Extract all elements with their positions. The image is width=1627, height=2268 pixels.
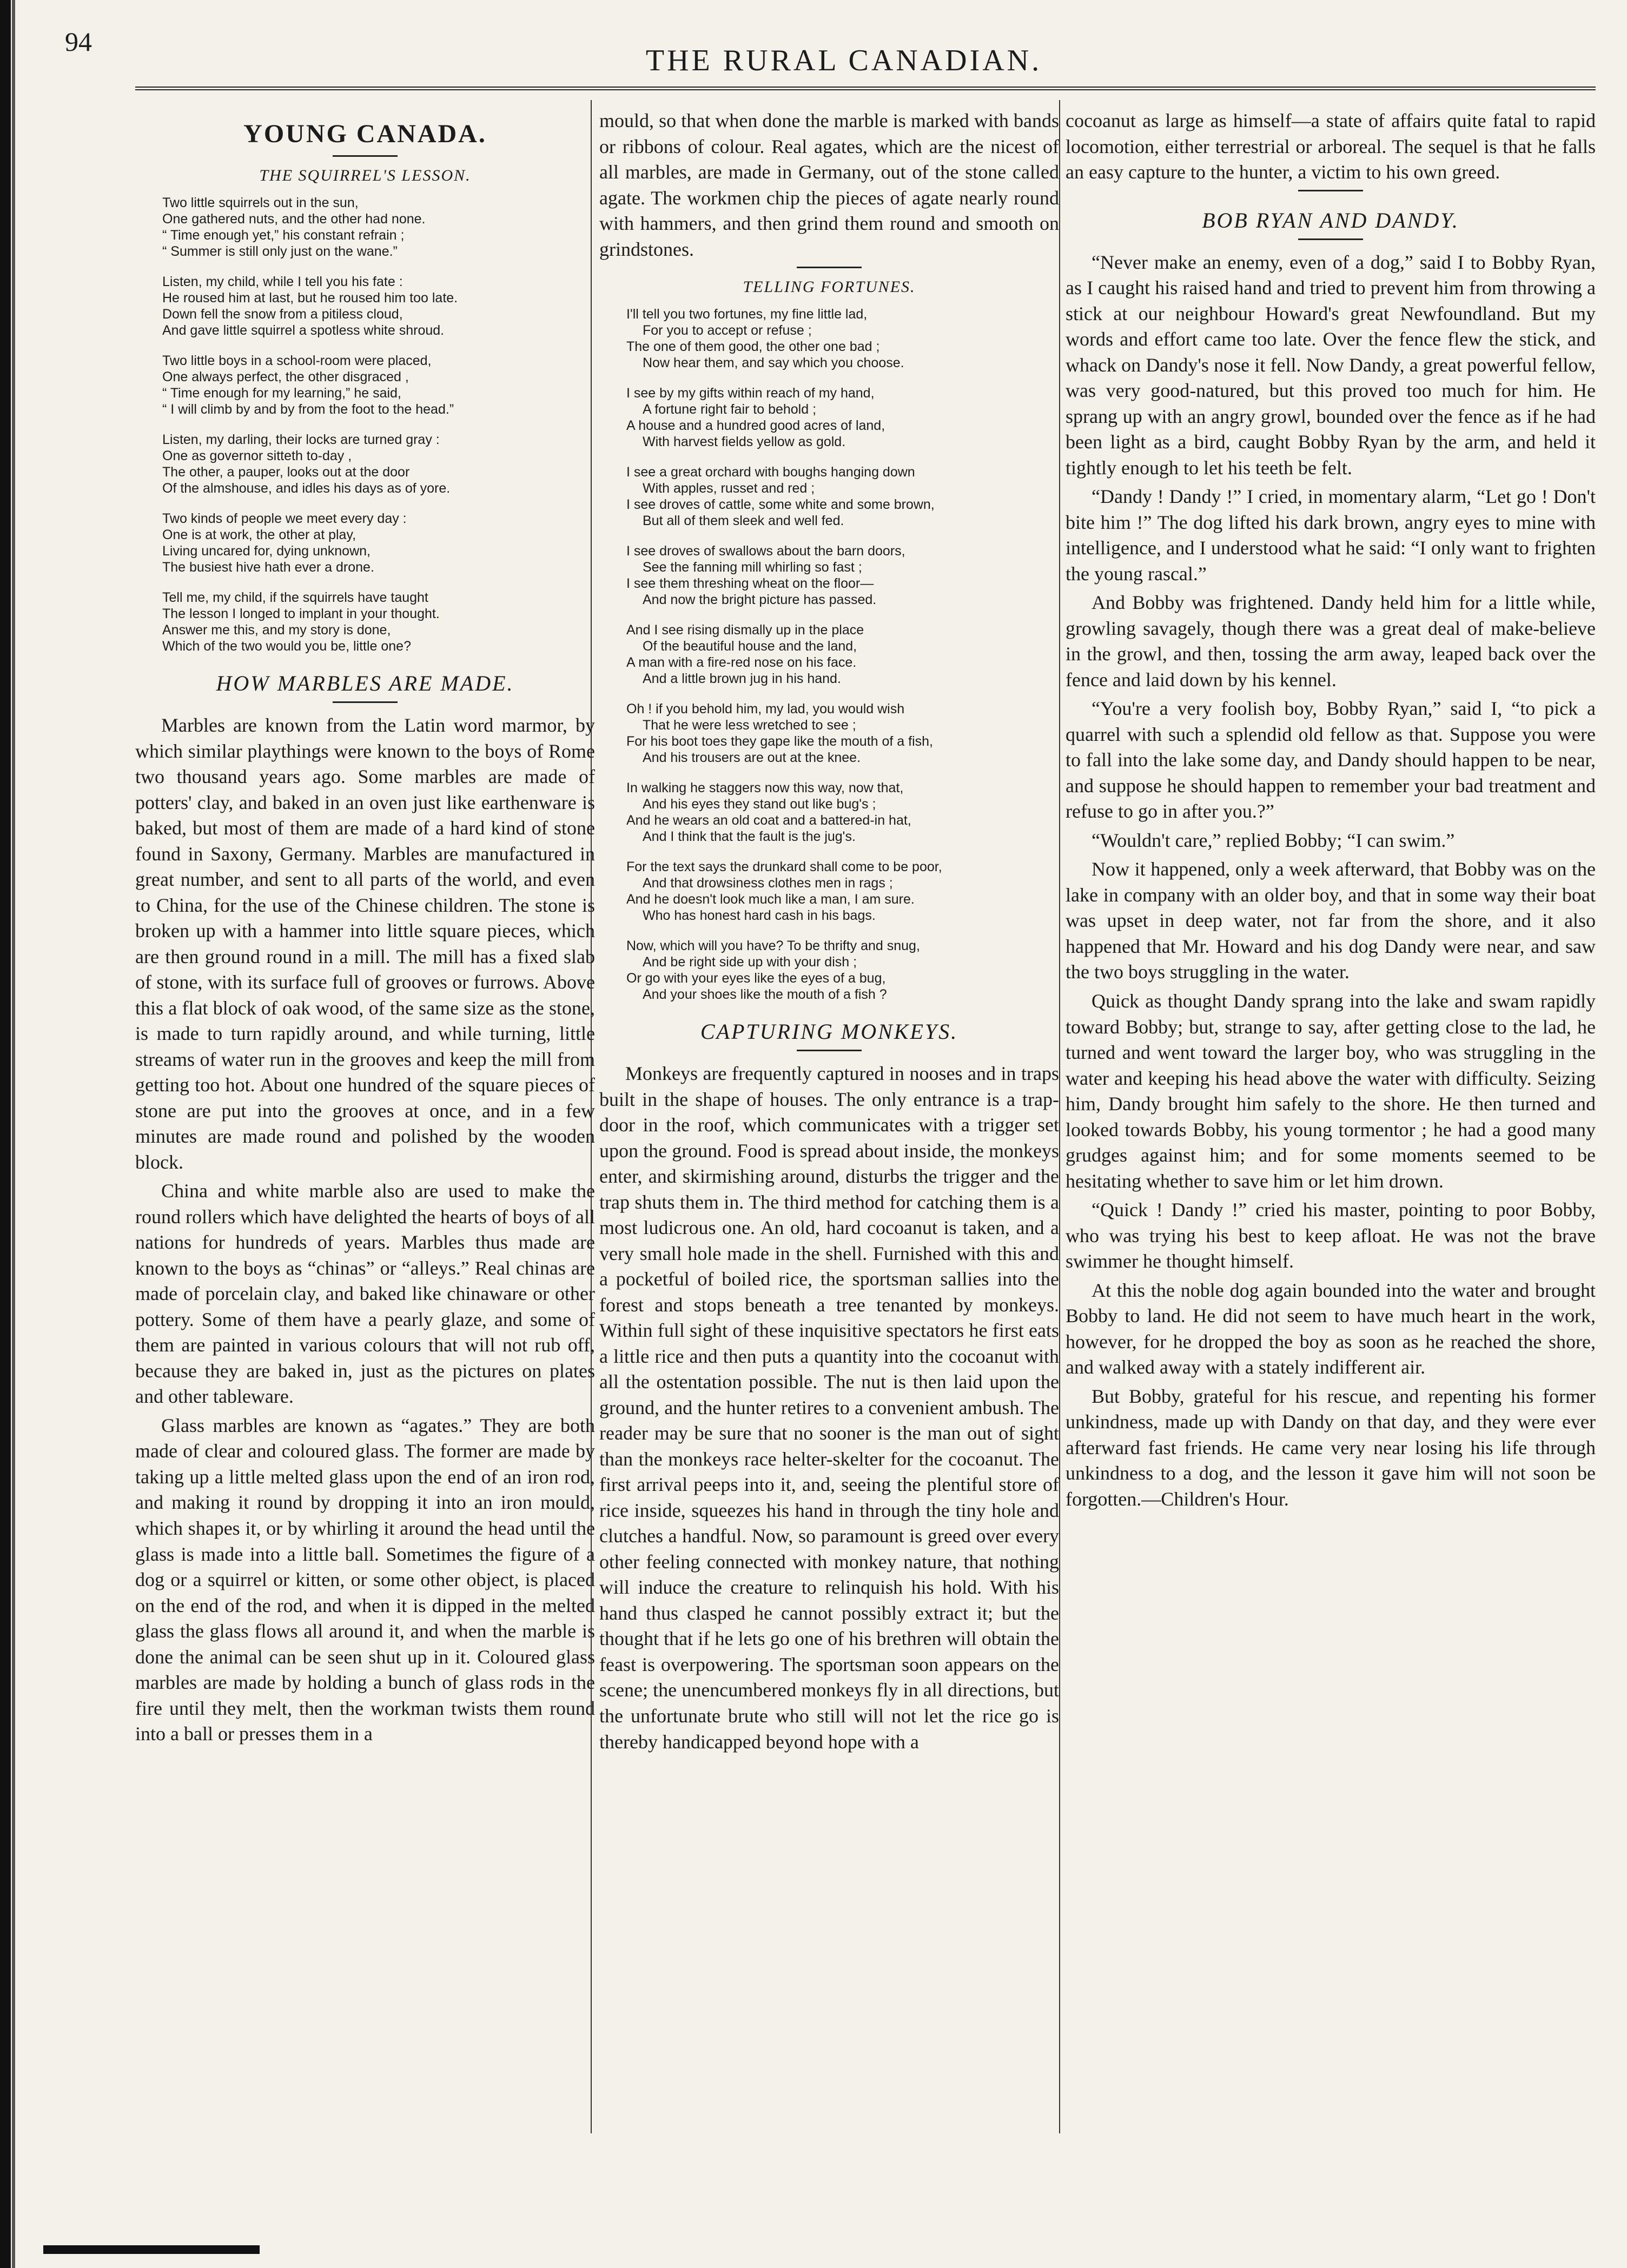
poem-line: And your shoes like the mouth of a fish ? [643, 987, 887, 1003]
poem-line: Two little boys in a school-room were placed, [162, 353, 432, 368]
poem-line: A man with a fire-red nose on his face. [626, 655, 857, 671]
page-header [97, 22, 1590, 97]
poem-line: “ Time enough yet,” his constant refrain ; [162, 228, 405, 243]
poem-line: And be right side up with your dish ; [643, 954, 857, 970]
poem-line: And now the bright picture has passed. [643, 592, 877, 608]
poem-line: And I think that the fault is the jug's. [643, 829, 856, 845]
poem-line: In walking he staggers now this way, now that, [626, 780, 904, 796]
poem [135, 195, 595, 654]
paragraph: “Quick ! Dandy !” cried his master, pointing to poor Bobby, who was trying his best to keep afloat. He was not the brave swimmer he thought himself. [1066, 1199, 1596, 1272]
poem-line: The one of them good, the other one bad ; [626, 339, 880, 355]
article-body [599, 1061, 1059, 1755]
poem-line: I see droves of cattle, some white and some brown, [626, 497, 935, 513]
rule [797, 267, 862, 268]
poem-line: And he wears an old coat and a battered-in hat, [626, 813, 911, 828]
poem-line: Two little squirrels out in the sun, [162, 195, 359, 210]
stanza [626, 306, 1059, 371]
poem-line: Down fell the snow from a pitiless cloud, [162, 307, 403, 322]
rule [1298, 238, 1363, 240]
poem-line: “ Time enough for my learning,” he said, [162, 386, 401, 401]
poem-line: For his boot toes they gape like the mouth of a fish, [626, 734, 933, 750]
article-body [1066, 250, 1596, 1513]
poem-line: Which of the two would you be, little one? [162, 639, 411, 654]
footer-scan-mark [43, 2245, 260, 2254]
poem-line: And a little brown jug in his hand. [643, 671, 841, 687]
continued-paragraph: mould, so that when done the marble is marked with bands or ribbons of colour. Real agates, which are the nicest of all marbles, are made in Germany, out of the stone called agate. The workmen chip the pieces of agate nearly round with hammers, and then grind them round and smooth on grindstones. [599, 110, 1059, 260]
poem-line: Listen, my child, while I tell you his fate : [162, 274, 403, 289]
paragraph: At this the noble dog again bounded into the water and brought Bobby to land. He did not seem to have much heart in the work, however, for he dropped the boy as soon as he reached the shore, and walked away with a stately indifferent air. [1066, 1279, 1596, 1378]
stanza [626, 622, 1059, 687]
page-number: 94 [65, 26, 92, 57]
paragraph: China and white marble also are used to make the round rollers which have delighted the hearts of boys of all nations for hundreds of years. Marbles thus made are known to the boys as “chinas” or “alleys.” Real chinas are made of porcelain clay, and baked like chinaware or other pottery. Some of them have a pearly glaze, and some of them are painted in various colours that will not rub off, because they are baked in, just as the pictures on plates and other tableware. [135, 1180, 595, 1408]
stanza [162, 432, 595, 496]
paragraph: Now it happened, only a week afterward, that Bobby was on the lake in company with an older boy, and that in some way their boat was upset in deep water, not far from the shore, and it also happened that Mr. Howard and his dog Dandy were near, and saw the two boys struggling in the water. [1066, 858, 1596, 983]
paragraph: Marbles are known from the Latin word marmor, by which similar playthings were known to the boys of Rome two thousand years ago. Some marbles are made of potters' clay, and baked in an oven just like earthenware is baked, but most of them are made of a hard kind of stone found in Saxony, Germany. Marbles are manufactured in great number, and sent to all parts of the world, and even to China, for the use of the Chinese children. The stone is broken up with a hammer into little square pieces, which are then ground round in a mill. The mill has a fixed slab of stone, with its surface full of grooves or furrows. Above this a flat block of oak wood, of the same size as the stone, is made to turn rapidly around, and while turning, little streams of water run in the grooves and keep the mill from getting too hot. About one hundred of the square pieces of stone are put into the grooves at once, and in a few minutes are made round and polished by the wooden block. [135, 714, 595, 1173]
article-body [135, 713, 595, 1747]
poem-line: But all of them sleek and well fed. [643, 513, 844, 529]
poem-line: I see by my gifts within reach of my hand, [626, 386, 875, 401]
poem-line: A house and a hundred good acres of land, [626, 418, 885, 434]
poem-line: I'll tell you two fortunes, my fine little lad, [626, 307, 868, 322]
poem-title: TELLING FORTUNES. [743, 278, 916, 296]
article-title: HOW MARBLES ARE MADE. [216, 671, 514, 695]
column-divider-2 [1059, 100, 1060, 2133]
poem-line: With apples, russet and red ; [643, 481, 815, 496]
poem-line: Now, which will you have? To be thrifty and snug, [626, 938, 920, 954]
paragraph: “Never make an enemy, even of a dog,” said I to Bobby Ryan, as I caught his raised hand and tried to prevent him from throwing a stick at our neighbour Howard's great Newfoundland. But my words and effort came too late. Over the fence flew the stick, and whack on Dandy's nose it fell. Now Dandy, a great powerful fellow, was very good-natured, but this proved too much for him. He sprang up with an angry growl, bounded over the fence as if he had been light as a bird, caught Bobby Ryan by the arm, and held it tightly enough to let his teeth be felt. [1066, 251, 1596, 479]
article-title: BOB RYAN AND DANDY. [1202, 208, 1459, 233]
stanza [626, 543, 1059, 608]
rule [1298, 190, 1363, 191]
stanza [162, 510, 595, 575]
stanza [626, 464, 1059, 529]
stanza [626, 385, 1059, 450]
poem-line: The other, a pauper, looks out at the door [162, 465, 410, 480]
poem-line: And he doesn't look much like a man, I am sure. [626, 892, 915, 907]
stanza [162, 589, 595, 654]
poem-line: Of the beautiful house and the land, [643, 639, 857, 654]
poem [599, 306, 1059, 1003]
poem-line: And that drowsiness clothes men in rags ; [643, 876, 893, 891]
paragraph: “Dandy ! Dandy !” I cried, in momentary alarm, “Let go ! Don't bite him !” The dog lifted his dark brown, angry eyes to mine with intelligence, and I understood what he said: “I only want to frighten the young rascal.” [1066, 486, 1596, 585]
stanza [626, 938, 1059, 1003]
poem-line: One as governor sitteth to-day , [162, 448, 352, 463]
binding-edge [0, 0, 11, 2268]
poem-line: I see them threshing wheat on the floor— [626, 576, 874, 592]
stanza [162, 274, 595, 339]
poem-line: Of the almshouse, and idles his days as of yore. [162, 481, 451, 496]
poem-line: One is at work, the other at play, [162, 527, 356, 542]
poem-line: The busiest hive hath ever a drone. [162, 560, 374, 575]
poem-line: I see droves of swallows about the barn doors, [626, 543, 905, 559]
section-title: YOUNG CANADA. [243, 120, 487, 148]
paragraph: Monkeys are frequently captured in nooses and in traps built in the shape of houses. The only entrance is a trap-door in the roof, which communicates with a trigger set upon the ground. Food is spread about inside, the monkeys enter, and skirmishing around, disturbs the trigger and the trap shuts them in. The third method for catching them is a most ludicrous one. An old, hard cocoanut is taken, and a very small hole made in the shell. Furnished with this and a pocketful of boiled rice, the sportsman sallies into the forest and stops beneath a tree tenanted by monkeys. Within full sight of these inquisitive spectators he first eats a little rice and then puts a quantity into the cocoanut with all the ostentation possible. The nut is then laid upon the ground, and the hunter retires to a convenient ambush. The reader may be sure that no sooner is the man out of sight than the monkeys race helter-skelter for the cocoanut. The first arrival peeps into it, and, seeing the plentiful store of rice inside, squeezes his hand in through the tiny hole and clutches a handful. Now, so paramount is greed over every other feeling connected with monkey nature, that nothing will induce the creature to relinquish his hold. With his hand thus clasped he cannot possibly extract it; but the thought that if he lets go one of his brethren will obtain the feast is overpowering. The sportsman soon appears on the scene; the unencumbered monkeys fly in all directions, but the unfortunate brute who still will not let the rice go is thereby handicapped beyond hope with a [599, 1063, 1059, 1753]
binding-edge-shadow [12, 0, 15, 2268]
poem-line: Listen, my darling, their locks are turned gray : [162, 432, 440, 447]
rule [333, 701, 398, 703]
poem-line: “ I will climb by and by from the foot to the head.” [162, 402, 454, 417]
poem-line: Tell me, my child, if the squirrels have taught [162, 590, 428, 605]
paragraph: Quick as thought Dandy sprang into the lake and swam rapidly toward Bobby; but, strange to say, after getting close to the lad, he turned and went toward the larger boy, who was struggling in the water and keeping his head above the water with difficulty. Seizing him, Dandy brought him safely to the shore. He then turned and looked towards Bobby, his young tormentor ; he had a good many grudges against him; and for some moments seemed to be hesitating whether to save him or let him drown. [1066, 990, 1596, 1192]
poem-line: He roused him at last, but he roused him too late. [162, 290, 458, 306]
rule [797, 1050, 862, 1051]
column-3 [1066, 108, 1596, 2141]
poem-line: A fortune right fair to behold ; [643, 402, 817, 417]
newspaper-title: THE RURAL CANADIAN. [645, 44, 1042, 77]
stanza [626, 859, 1059, 924]
paragraph: “You're a very foolish boy, Bobby Ryan,” said I, “to pick a quarrel with such a splendid old fellow as that. Suppose you were to fall into the lake some day, and Dandy should happen to be near, and suppose he should happen to remember your bad treatment and refuse to go in after you.?” [1066, 698, 1596, 823]
poem-line: For you to accept or refuse ; [643, 323, 812, 339]
column-1 [135, 108, 595, 2141]
poem-line: See the fanning mill whirling so fast ; [643, 560, 862, 575]
article-title: CAPTURING MONKEYS. [700, 1019, 958, 1044]
paragraph: “Wouldn't care,” replied Bobby; “I can swim.” [1092, 829, 1455, 851]
stanza [626, 701, 1059, 766]
poem-line: Who has honest hard cash in his bags. [643, 908, 876, 924]
paragraph: And Bobby was frightened. Dandy held him for a little while, growling savagely, though there was a great deal of make-believe in the growl, and then, tossing the arm away, leaped back over the fence and laid down by his kennel. [1066, 592, 1596, 691]
stanza [162, 195, 595, 260]
column-2 [599, 108, 1059, 2141]
poem-line: Or go with your eyes like the eyes of a bug, [626, 971, 886, 986]
paragraph: Glass marbles are known as “agates.” They are both made of clear and coloured glass. The former are made by taking up a little melted glass upon the end of an iron rod, and making it round by dropping it into an iron mould, which shapes it, or by whirling it around the head until the glass is made into a little ball. Sometimes the figure of a dog or a squirrel or kitten, or some other object, is placed on the end of the rod, and when it is dipped in the melted glass the glass flows all around it, and when the marble is done the animal can be seen shut up in it. Coloured glass marbles are made by holding a bunch of glass rods in the fire until they melt, then the workman twists them round into a ball or presses them in a [135, 1414, 595, 1745]
poem-line: The lesson I longed to implant in your thought. [162, 606, 440, 621]
poem-line: Now hear them, and say which you choose. [643, 355, 904, 371]
rule [333, 155, 398, 157]
poem-line: With harvest fields yellow as gold. [643, 434, 846, 450]
poem-line: Two kinds of people we meet every day : [162, 511, 407, 526]
poem-line: For the text says the drunkard shall come to be poor, [626, 859, 942, 875]
poem-line: I see a great orchard with boughs hanging down [626, 465, 915, 480]
poem-line: Answer me this, and my story is done, [162, 622, 391, 638]
poem-line: One always perfect, the other disgraced , [162, 369, 409, 384]
paragraph: But Bobby, grateful for his rescue, and repenting his former unkindness, made up with Dandy on that day, and they were ever afterward fast friends. He came very near losing his life through unkindness to a dog, and the lesson it gave him will not soon be forgotten.—Children's Hour. [1066, 1385, 1596, 1510]
poem-line: Living uncared for, dying unknown, [162, 543, 371, 559]
poem-line: And his trousers are out at the knee. [643, 750, 861, 766]
poem-line: One gathered nuts, and the other had none. [162, 211, 426, 227]
poem-line: “ Summer is still only just on the wane.” [162, 244, 398, 259]
stanza [162, 353, 595, 417]
poem-line: And gave little squirrel a spotless white shroud. [162, 323, 445, 338]
poem-title: THE SQUIRREL'S LESSON. [259, 167, 471, 184]
stanza [626, 780, 1059, 845]
poem-line: That he were less wretched to see ; [643, 718, 856, 733]
header-double-rule [135, 87, 1596, 92]
poem-line: And his eyes they stand out like bug's ; [643, 797, 876, 812]
poem-line: Oh ! if you behold him, my lad, you would wish [626, 701, 905, 717]
poem-line: And I see rising dismally up in the place [626, 622, 864, 638]
continued-paragraph: cocoanut as large as himself—a state of affairs quite fatal to rapid locomotion, either terrestrial or arboreal. The sequel is that he falls an easy capture to the hunter, a victim to his own greed. [1066, 110, 1596, 183]
